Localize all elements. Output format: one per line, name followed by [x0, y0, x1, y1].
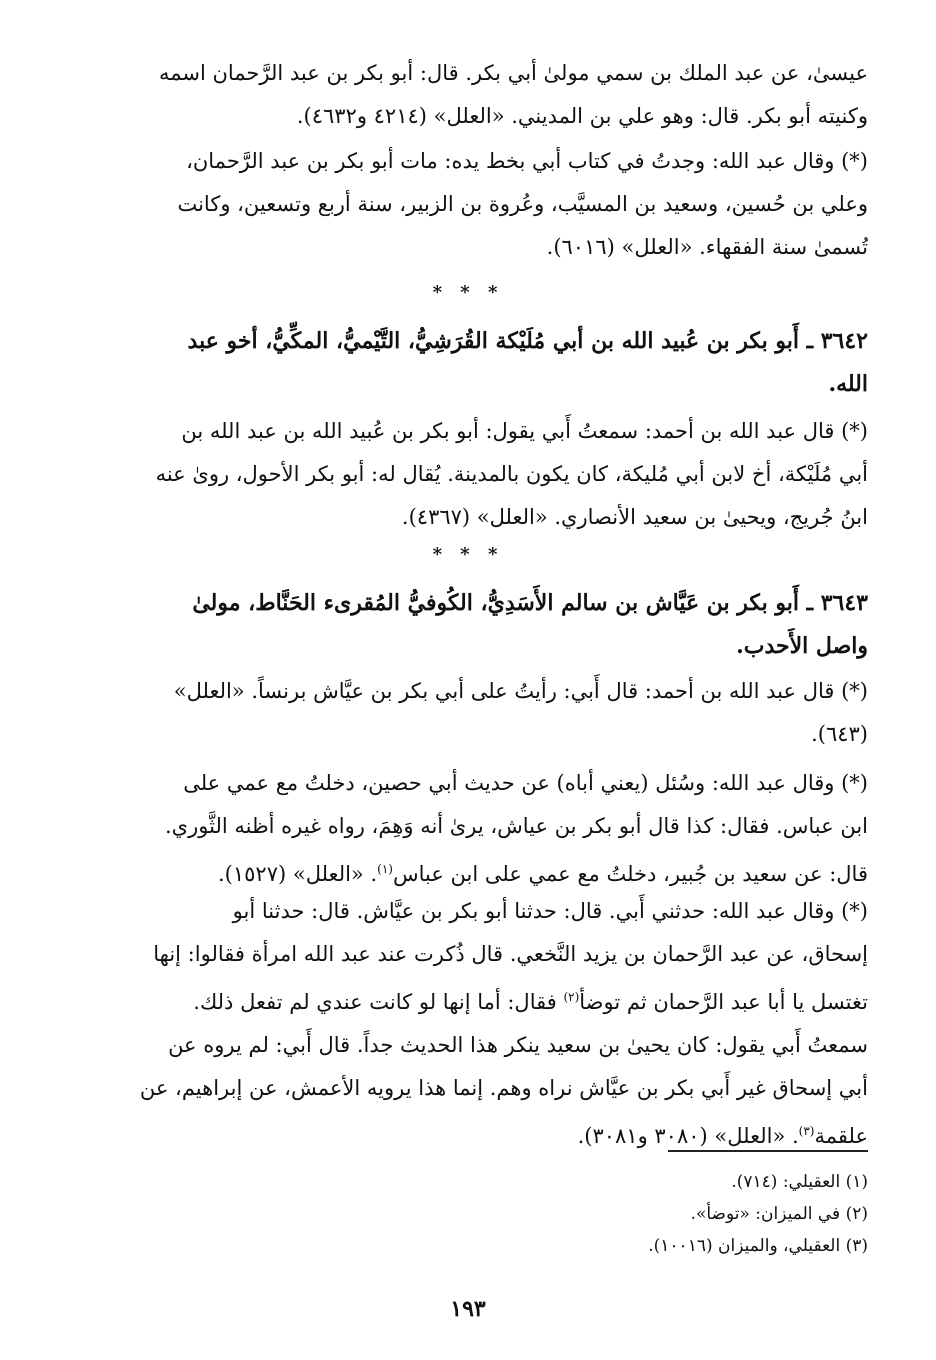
text-line: (٦٤٣).: [811, 722, 868, 746]
footnote-2: (٢) في الميزان: «توضأ».: [690, 1204, 868, 1224]
footnote-marker: (٣): [798, 1124, 815, 1138]
footnote-3: (٣) العقيلي، والميزان (١٠٠١٦).: [648, 1236, 868, 1256]
text-line: أبي إسحاق غير أَبي بكر بن عيَّاش نراه وهم. إنما هذا يرويه الأعمش، عن إبراهيم، عن: [139, 1076, 868, 1100]
text-line: تغتسل يا أبا عبد الرَّحمان ثم توضأ$^{(٢)}$ فقال: أما إنها لو كانت عندي لم تفعل ذلك.: [193, 990, 868, 1014]
text-line: (*) قال عبد الله بن أحمد: سمعتُ أَبي يقول: أبو بكر بن عُبيد الله بن عبد الله بن: [181, 419, 868, 443]
text-line: ابن عباس. فقال: كذا قال أبو بكر بن عياش، يرىٰ أنه وَهِمَ، رواه غيره أظنه الثَّوري.: [165, 814, 868, 838]
heading-line: واصل الأَحدب.: [736, 633, 868, 659]
text-line: ابنُ جُريج، ويحيىٰ بن سعيد الأنصاري. «العلل» (٤٣٦٧).: [401, 505, 868, 529]
paragraph-narration: [68, 410, 868, 539]
heading-line: ٣٦٤٣ ـ أَبو بكر بن عَيَّاش بن سالم الأَسَدِيُّ، الكُوفيُّ المُقرىء الحَنَّاط، مولىٰ: [192, 590, 868, 616]
text-line: أبي مُلَيْكة، أخ لابن أبي مُليكة، كان يكون بالمدينة. يُقال له: أبو بكر الأحول، روىٰ عنه: [155, 462, 868, 486]
page-number: ١٩٣: [450, 1296, 486, 1322]
paragraph-narration: [68, 890, 868, 1158]
text-line: تُسمىٰ سنة الفقهاء. «العلل» (٦٠١٦).: [546, 235, 868, 259]
text-line: إسحاق، عن عبد الرَّحمان بن يزيد النَّخعي. قال ذُكرت عند عبد الله امرأة فقالوا: إنها: [153, 942, 868, 966]
footnote-marker: (٢): [563, 990, 580, 1004]
footnote-divider: [668, 1150, 868, 1152]
heading-line: الله.: [828, 371, 868, 397]
text-line: وكنيته أبو بكر. قال: وهو علي بن المديني. «العلل» (٤٢١٤ و٤٦٣٢).: [296, 104, 868, 128]
paragraph-narration: [68, 140, 868, 269]
text-line: قال: عن سعيد بن جُبير، دخلتُ مع عمي على ابن عباس$^{(١)}$. «العلل» (١٥٢٧).: [217, 862, 868, 886]
text-line: (*) وقال عبد الله: حدثني أَبي. قال: حدثنا أبو بكر بن عيَّاش. قال: حدثنا أبو: [232, 899, 868, 923]
text-line: عيسىٰ، عن عبد الملك بن سمي مولىٰ أبي بكر. قال: أبو بكر بن عبد الرَّحمان اسمه: [158, 61, 868, 85]
paragraph-narration: [68, 762, 868, 896]
entry-heading-3643: [68, 582, 868, 668]
text-line: سمعتُ أَبي يقول: كان يحيىٰ بن سعيد ينكر هذا الحديث جداً. قال أَبي: لم يروه عن: [168, 1033, 868, 1057]
text-line: (*) وقال عبد الله: وسُئل (يعني أباه) عن حديث أبي حصين، دخلتُ مع عمي على: [183, 771, 868, 795]
footnotes: [68, 1166, 868, 1262]
paragraph-continuation: [68, 52, 868, 138]
text-line: وعلي بن حُسين، وسعيد بن المسيَّب، وعُروة بن الزبير، سنة أربع وتسعين، وكانت: [177, 192, 868, 216]
footnote-1: (١) العقيلي: (٧١٤).: [731, 1172, 868, 1192]
heading-line: ٣٦٤٢ ـ أَبو بكر بن عُبيد الله بن أبي مُلَيْكة القُرَشِيُّ، التَّيْميُّ، المكِّيُّ، أخو عبد: [187, 328, 868, 354]
footnote-marker: (١): [377, 862, 393, 876]
paragraph-narration: [68, 670, 868, 756]
text-line: (*) قال عبد الله بن أحمد: قال أَبي: رأيتُ على أبي بكر بن عيَّاش برنساً. «العلل»: [173, 679, 868, 703]
text-line: علقمة$^{(٣)}$. «العلل» (٣٠٨٠ و٣٠٨١).: [577, 1124, 868, 1148]
entry-heading-3642: [68, 320, 868, 406]
text-line: (*) وقال عبد الله: وجدتُ في كتاب أبي بخط يده: مات أبو بكر بن عبد الرَّحمان،: [186, 149, 868, 173]
section-separator: * * *: [432, 282, 504, 303]
section-separator: * * *: [432, 544, 504, 565]
